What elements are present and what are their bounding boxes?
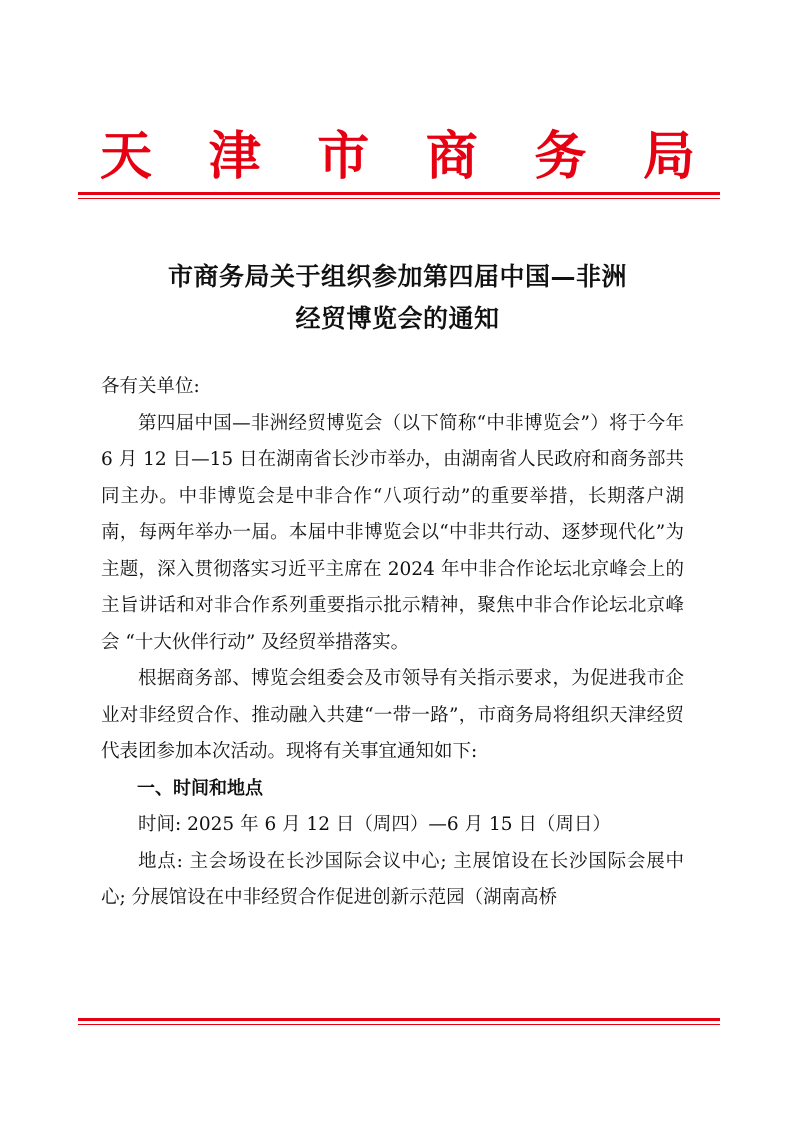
document-title-line-1: 市商务局关于组织参加第四届中国—非洲 [167, 262, 627, 291]
masthead-char: 商 [425, 126, 478, 187]
masthead-char: 天 [100, 126, 153, 187]
document-title-line-2: 经贸博览会的通知 [295, 304, 500, 333]
paragraph-purpose: 根据商务部、博览会组委会及市领导有关指示要求，为促进我市企业对非经贸合作、推动融入共建“一带一路”，市商务局将组织天津经贸代表团参加本次活动。现将有关事宜通知如下: [101, 668, 684, 762]
location-line: 地点: 主会场设在长沙国际会议中心; 主展馆设在长沙国际会展中心; 分展馆设在中非经贸合作促进创新示范园（湖南高桥 [101, 850, 684, 908]
document-title [90, 256, 705, 340]
salutation: 各有关单位: [101, 376, 200, 397]
masthead-char: 务 [534, 126, 587, 187]
masthead-divider [78, 192, 720, 199]
time-line: 时间: 2025 年 6 月 12 日（周四）—6 月 15 日（周日） [138, 814, 611, 835]
masthead-char: 局 [642, 126, 695, 187]
masthead-char: 津 [208, 126, 261, 187]
paragraph-intro: 第四届中国—非洲经贸博览会（以下简称“中非博览会”）将于今年 6 月 12 日—15 日在湖南省长沙市举办，由湖南省人民政府和商务部共同主办。中非博览会是中非合作“八项行动”的重要举措，长期落户湖南，每两年举办一届。本届中非博览会以“中非共行动、逐梦现代化”为主题，深入贯彻落实习近平主席在 2024 年中非合作论坛北京峰会上的主旨讲话和对非合作系列重要指示批示精神，聚焦中非合作论坛北京峰会 “十大伙伴行动” 及经贸举措落实。 [101, 412, 684, 653]
section-heading-time-location: 一、时间和地点 [137, 777, 263, 799]
footer-divider [78, 1018, 720, 1025]
masthead-char: 市 [317, 126, 370, 187]
masthead-title [100, 125, 695, 189]
document-body [101, 369, 684, 917]
